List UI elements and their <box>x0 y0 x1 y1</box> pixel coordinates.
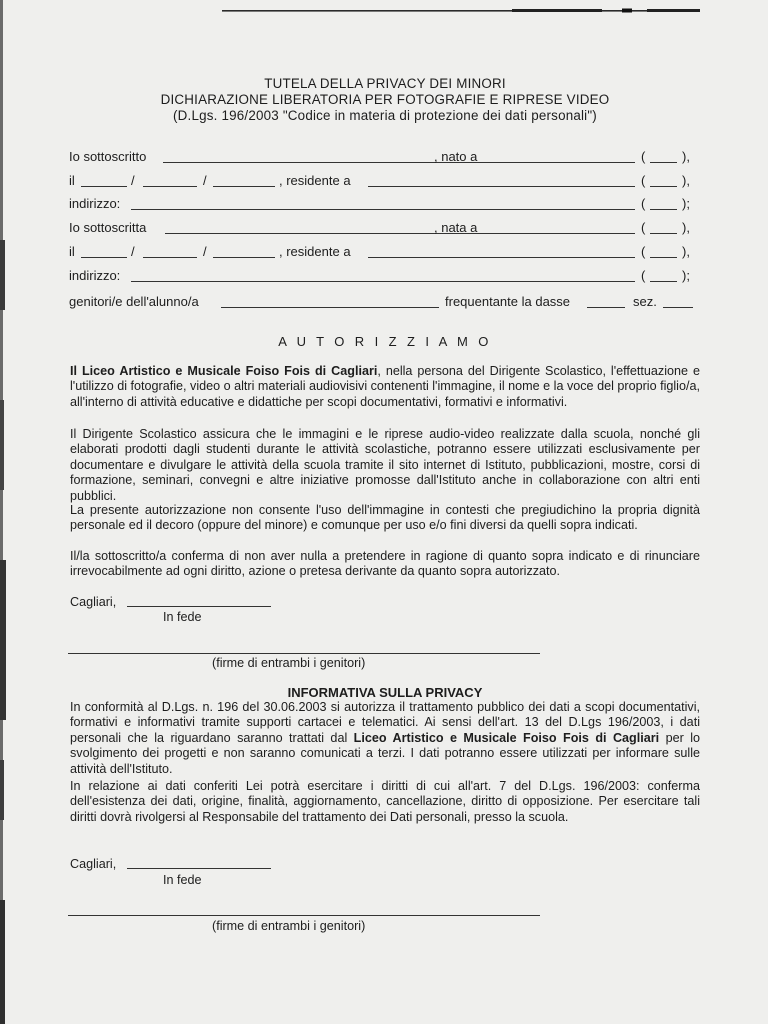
father-residence-province-field[interactable] <box>650 186 677 187</box>
province-open: ( <box>641 149 646 164</box>
mother-address-row <box>69 266 703 286</box>
authorization-paragraph-4: Il/la sottoscritto/a conferma di non aver nulla a pretendere in ragione di quanto sopra indicato e di rinunciare irrevocabilmente ad ogni diritto, azione o pretesa derivante da quanto sopra autorizzato. <box>70 549 700 579</box>
province-close: ), <box>682 149 690 164</box>
date-slash: / <box>131 244 135 259</box>
authorization-paragraph-1 <box>70 364 700 410</box>
privacy-paragraph-1 <box>70 700 700 777</box>
province-close: ); <box>682 268 690 283</box>
scan-left-edge <box>0 0 12 1024</box>
birthdate-prefix: il <box>69 173 75 188</box>
class-label: frequentante la dasse <box>445 294 571 309</box>
privacy-title: INFORMATIVA SULLA PRIVACY <box>287 685 483 700</box>
mother-residence-label: , residente a <box>279 244 351 259</box>
header-title: TUTELA DELLA PRIVACY DEI MINORI <box>264 76 506 91</box>
section-label: sez. <box>633 294 657 309</box>
privacy-signature-field[interactable] <box>68 915 540 916</box>
province-open: ( <box>641 268 646 283</box>
scan-top-rule <box>222 8 700 14</box>
school-name: Il Liceo Artistico e Musicale Foiso Fois di Cagliari <box>70 364 378 378</box>
privacy-in-fede: In fede <box>163 873 202 887</box>
father-address-row <box>69 194 703 214</box>
father-birth-year-field[interactable] <box>213 186 275 187</box>
authorization-signature-field[interactable] <box>68 653 540 654</box>
authorization-paragraph-3: La presente autorizzazione non consente l'uso dell'immagine in contesti che pregiudichino la propria dignità personale ed il decoro (oppure del minore) e comunque per uso e/o fini diversi da quelli sopra indicati. <box>70 503 700 533</box>
header-law-reference: (D.Lgs. 196/2003 "Codice in materia di protezione dei dati personali") <box>173 108 597 123</box>
province-close: ), <box>682 244 690 259</box>
privacy-paragraph-2: In relazione ai dati conferiti Lei potrà esercitare i diritti di cui all'art. 7 del D.Lgs. 196/2003: conferma dell'esistenza dei dati, origine, finalità, aggiornamento, cancellazione, diritto di opposizione. Per esercitare tali diritti dovrà rivolgersi al Responsabile del trattamento dei Dati personali, presso la scuola. <box>70 779 700 824</box>
date-slash: / <box>203 173 207 188</box>
father-birthplace-field[interactable] <box>487 162 635 163</box>
mother-name-row <box>69 218 703 238</box>
authorization-signature-caption: (firme di entrambi i genitori) <box>212 656 366 670</box>
student-name-field[interactable] <box>221 307 439 308</box>
authorization-place <box>70 594 116 610</box>
date-slash: / <box>203 244 207 259</box>
place-label: Cagliari, <box>70 857 117 871</box>
mother-residence-field[interactable] <box>368 257 635 258</box>
mother-name-label: Io sottoscritta <box>69 220 147 235</box>
authorization-in-fede: In fede <box>163 610 202 624</box>
mother-birth-day-field[interactable] <box>81 257 127 258</box>
date-slash: / <box>131 173 135 188</box>
province-open: ( <box>641 244 646 259</box>
mother-birth-year-field[interactable] <box>213 257 275 258</box>
province-close: ), <box>682 173 690 188</box>
parents-label: genitori/e dell'alunno/a <box>69 294 199 309</box>
mother-birthdate-row <box>69 242 703 262</box>
father-name-label: Io sottoscritto <box>69 149 147 164</box>
father-address-province-field[interactable] <box>650 209 677 210</box>
school-name: Liceo Artistico e Musicale Foiso Fois di Cagliari <box>353 730 660 745</box>
place-label: Cagliari, <box>70 595 117 609</box>
privacy-signature-caption: (firme di entrambi i genitori) <box>212 919 366 933</box>
father-birth-day-field[interactable] <box>81 186 127 187</box>
section-field[interactable] <box>663 307 693 308</box>
father-address-label: indirizzo: <box>69 196 121 211</box>
father-birthplace-label: , nato a <box>434 149 478 164</box>
mother-address-province-field[interactable] <box>650 281 677 282</box>
document-header <box>70 76 700 124</box>
mother-birthplace-label: , nata a <box>434 220 478 235</box>
mother-residence-province-field[interactable] <box>650 257 677 258</box>
father-residence-field[interactable] <box>368 186 635 187</box>
father-address-field[interactable] <box>131 209 635 210</box>
mother-address-label: indirizzo: <box>69 268 121 283</box>
province-open: ( <box>641 196 646 211</box>
mother-address-field[interactable] <box>131 281 635 282</box>
privacy-date-field[interactable] <box>127 868 271 869</box>
header-subtitle: DICHIARAZIONE LIBERATORIA PER FOTOGRAFIE E RIPRESE VIDEO <box>160 92 610 107</box>
privacy-place <box>70 856 116 872</box>
student-row <box>69 292 703 312</box>
birthdate-prefix: il <box>69 244 75 259</box>
privacy-paragraph-1-text-a: In conformità al D.Lgs. n. 196 del 30.06.2003 si autorizza il trattamento pubblico dei dati a scopi documentativi, formativi e informativi tramite supporti cartacei e telematici. Ai sensi dell'art. 13 del D.Lgs 196/2003, i dati personali che la riguardano saranno trattati dal <box>70 700 700 745</box>
class-field[interactable] <box>587 307 625 308</box>
authorization-title: A U T O R I Z Z I A M O <box>278 334 492 349</box>
authorization-date-field[interactable] <box>127 606 271 607</box>
authorization-paragraph-1-text: , nella persona del Dirigente Scolastico, l'effettuazione e l'utilizzo di fotografie, video o altri materiali audiovisivi contenenti l'immagine, il nome e la voce del proprio figlio/a, all'interno di attività educative e didattiche per scopi documentativi, formativi e informativi. <box>70 364 700 409</box>
province-open: ( <box>641 220 646 235</box>
father-birthdate-row <box>69 171 703 191</box>
province-close: ); <box>682 196 690 211</box>
province-open: ( <box>641 173 646 188</box>
father-residence-label: , residente a <box>279 173 351 188</box>
privacy-paragraph-1-text-b: per lo svolgimento dei progetti e non saranno comunicati a terzi. I dati potranno essere utilizzati per informare sulle attività dell'Istituto. <box>70 730 700 776</box>
mother-birthplace-province-field[interactable] <box>650 233 677 234</box>
father-birthplace-province-field[interactable] <box>650 162 677 163</box>
mother-birth-month-field[interactable] <box>143 257 197 258</box>
mother-birthplace-field[interactable] <box>487 233 635 234</box>
authorization-paragraph-2: Il Dirigente Scolastico assicura che le immagini e le riprese audio-video realizzate dalla scuola, nonché gli elaborati prodotti dagli studenti durante le attività scolastiche, potranno essere utilizzati esclusivamente per documentare e divulgare le attività della scuola tramite il sito internet di Istituto, pubblicazioni, mostre, corsi di formazione, seminari, convegni e altre iniziative promosse dall'Istituto anche in collaborazione con altri enti pubblici. <box>70 427 700 503</box>
province-close: ), <box>682 220 690 235</box>
father-birth-month-field[interactable] <box>143 186 197 187</box>
father-name-row <box>69 147 703 167</box>
